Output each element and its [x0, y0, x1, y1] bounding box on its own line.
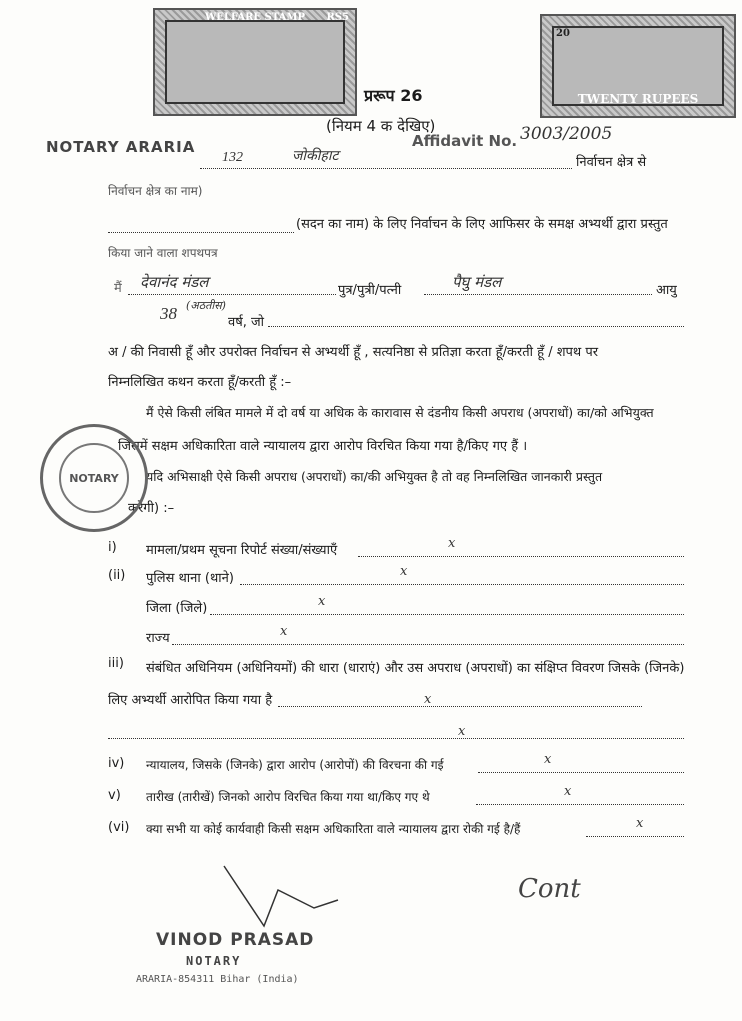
constituency-suffix: निर्वाचन क्षेत्र से	[576, 155, 647, 170]
item-mark: x	[318, 594, 326, 609]
para2-a: यदि अभिसाक्षी ऐसे किसी अपराध (अपराधों) का/की अभियुक्त है तो वह निम्नलिखित जानकारी प्रस्तुत	[146, 469, 603, 484]
year-label: वर्ष, जो	[228, 315, 265, 330]
stamp-right-denomination: 20	[556, 28, 570, 39]
item-number: (vi)	[108, 820, 130, 835]
item-mark: x	[280, 624, 288, 639]
affidavit-line: किया जाने वाला शपथपत्र	[108, 246, 218, 260]
item-dots	[172, 644, 684, 645]
candidate-name: देवानंद मंडल	[140, 273, 209, 291]
item-number: iv)	[108, 756, 125, 771]
house-dots	[108, 232, 294, 233]
item-label: तारीख (तारीखें) जिनको आरोप विरचित किया गया था/किए गए थे	[146, 790, 430, 804]
constituency-number: 132	[222, 150, 243, 165]
para2-b: करेगी) :–	[128, 501, 175, 516]
stamp-left-denomination: RS5	[326, 12, 349, 23]
item-mark: x	[448, 536, 456, 551]
stamp-right-bottom: TWENTY RUPEES	[577, 92, 699, 106]
para1-a: मैं ऐसे किसी लंबित मामले में दो वर्ष या अधिक के कारावास से दंडनीय किसी अपराध (अपराधों) का/को अभियुक्त	[146, 405, 654, 420]
resident-line: अ / की निवासी हूँ और उपरोक्त निर्वाचन से अभ्यर्थी हूँ , सत्यनिष्ठा से प्रतिज्ञा करता हूँ/करती हूँ / शपथ पर	[108, 345, 599, 360]
item3-dots-2	[108, 738, 684, 739]
stamp-left-top: WELFARE STAMP	[204, 12, 306, 23]
father-dots	[424, 294, 652, 295]
item-label: न्यायालय, जिसके (जिनके) द्वारा आरोप (आरोपों) की विरचना की गई	[146, 758, 444, 772]
name-dots	[128, 294, 336, 295]
rule-reference: (नियम 4 क देखिए)	[326, 117, 436, 135]
item3-mark: x	[424, 692, 432, 707]
item-dots	[586, 836, 684, 837]
father-name: पैघु मंडल	[452, 273, 502, 291]
item-dots	[240, 584, 684, 585]
notary-title: NOTARY	[186, 954, 242, 968]
form-title: प्ररूप 26	[364, 86, 423, 105]
welfare-stamp-left	[153, 8, 357, 116]
year-dots	[268, 326, 684, 327]
item-number: i)	[108, 540, 117, 555]
item-mark: x	[544, 752, 552, 767]
house-line: (सदन का नाम) के लिए निर्वाचन के लिए आफिसर के समक्ष अभ्यर्थी द्वारा प्रस्तुत	[296, 217, 668, 232]
item3-line2: लिए अभ्यर्थी आरोपित किया गया है	[108, 693, 273, 708]
item3-number: iii)	[108, 656, 124, 671]
relation-label: पुत्र/पुत्री/पत्नी	[338, 283, 402, 298]
affidavit-label: Affidavit No.	[412, 132, 518, 150]
item3-mark-2: x	[458, 724, 466, 739]
item-label: राज्य	[146, 631, 170, 646]
constituency-name: जोकीहाट	[292, 148, 339, 164]
notary-araria-label: NOTARY ARARIA	[46, 138, 196, 156]
age-label: आयु	[656, 283, 677, 298]
constituency-name-label: निर्वाचन क्षेत्र का नाम)	[108, 184, 203, 198]
resident-line-2: निम्नलिखित कथन करता हूँ/करती हूँ :–	[108, 375, 292, 390]
name-prefix: मैं	[114, 281, 122, 296]
item-label: मामला/प्रथम सूचना रिपोर्ट संख्या/संख्याएँ	[146, 543, 338, 558]
seal-text: NOTARY	[69, 471, 119, 485]
item-dots	[476, 804, 684, 805]
item-dots	[478, 772, 684, 773]
item-mark: x	[400, 564, 408, 579]
item3-dots	[278, 706, 642, 707]
age-note: (अठतीस)	[186, 299, 226, 312]
affidavit-number: 3003/2005	[520, 124, 613, 144]
item-mark: x	[564, 784, 572, 799]
item-label: जिला (जिले)	[146, 601, 208, 616]
item-number: v)	[108, 788, 121, 803]
constituency-dots	[200, 168, 572, 169]
notary-name: VINOD PRASAD	[156, 930, 315, 950]
notary-address: ARARIA-854311 Bihar (India)	[136, 974, 299, 985]
age-value: 38	[160, 304, 177, 323]
item-label: क्या सभी या कोई कार्यवाही किसी सक्षम अधिकारिता वाले न्यायालय द्वारा रोकी गई है/हैं	[146, 822, 521, 836]
item-dots	[210, 614, 684, 615]
signature-scribble	[218, 860, 358, 940]
item-dots	[358, 556, 684, 557]
item-label: पुलिस थाना (थाने)	[146, 571, 234, 586]
item-mark: x	[636, 816, 644, 831]
item3-line1: संबंधित अधिनियम (अधिनियमों) की धारा (धाराएं) और उस अपराध (अपराधों) का संक्षिप्त विवरण जिसके (जिनके)	[146, 661, 685, 676]
para1-b: जिसमें सक्षम अधिकारिता वाले न्यायालय द्वारा आरोप विरचित किया गया है/किए गए हैं ।	[118, 439, 528, 454]
continued-note: Cont	[518, 874, 581, 904]
revenue-stamp-right	[540, 14, 736, 118]
item-number: (ii)	[108, 568, 126, 583]
notary-seal	[40, 424, 148, 532]
